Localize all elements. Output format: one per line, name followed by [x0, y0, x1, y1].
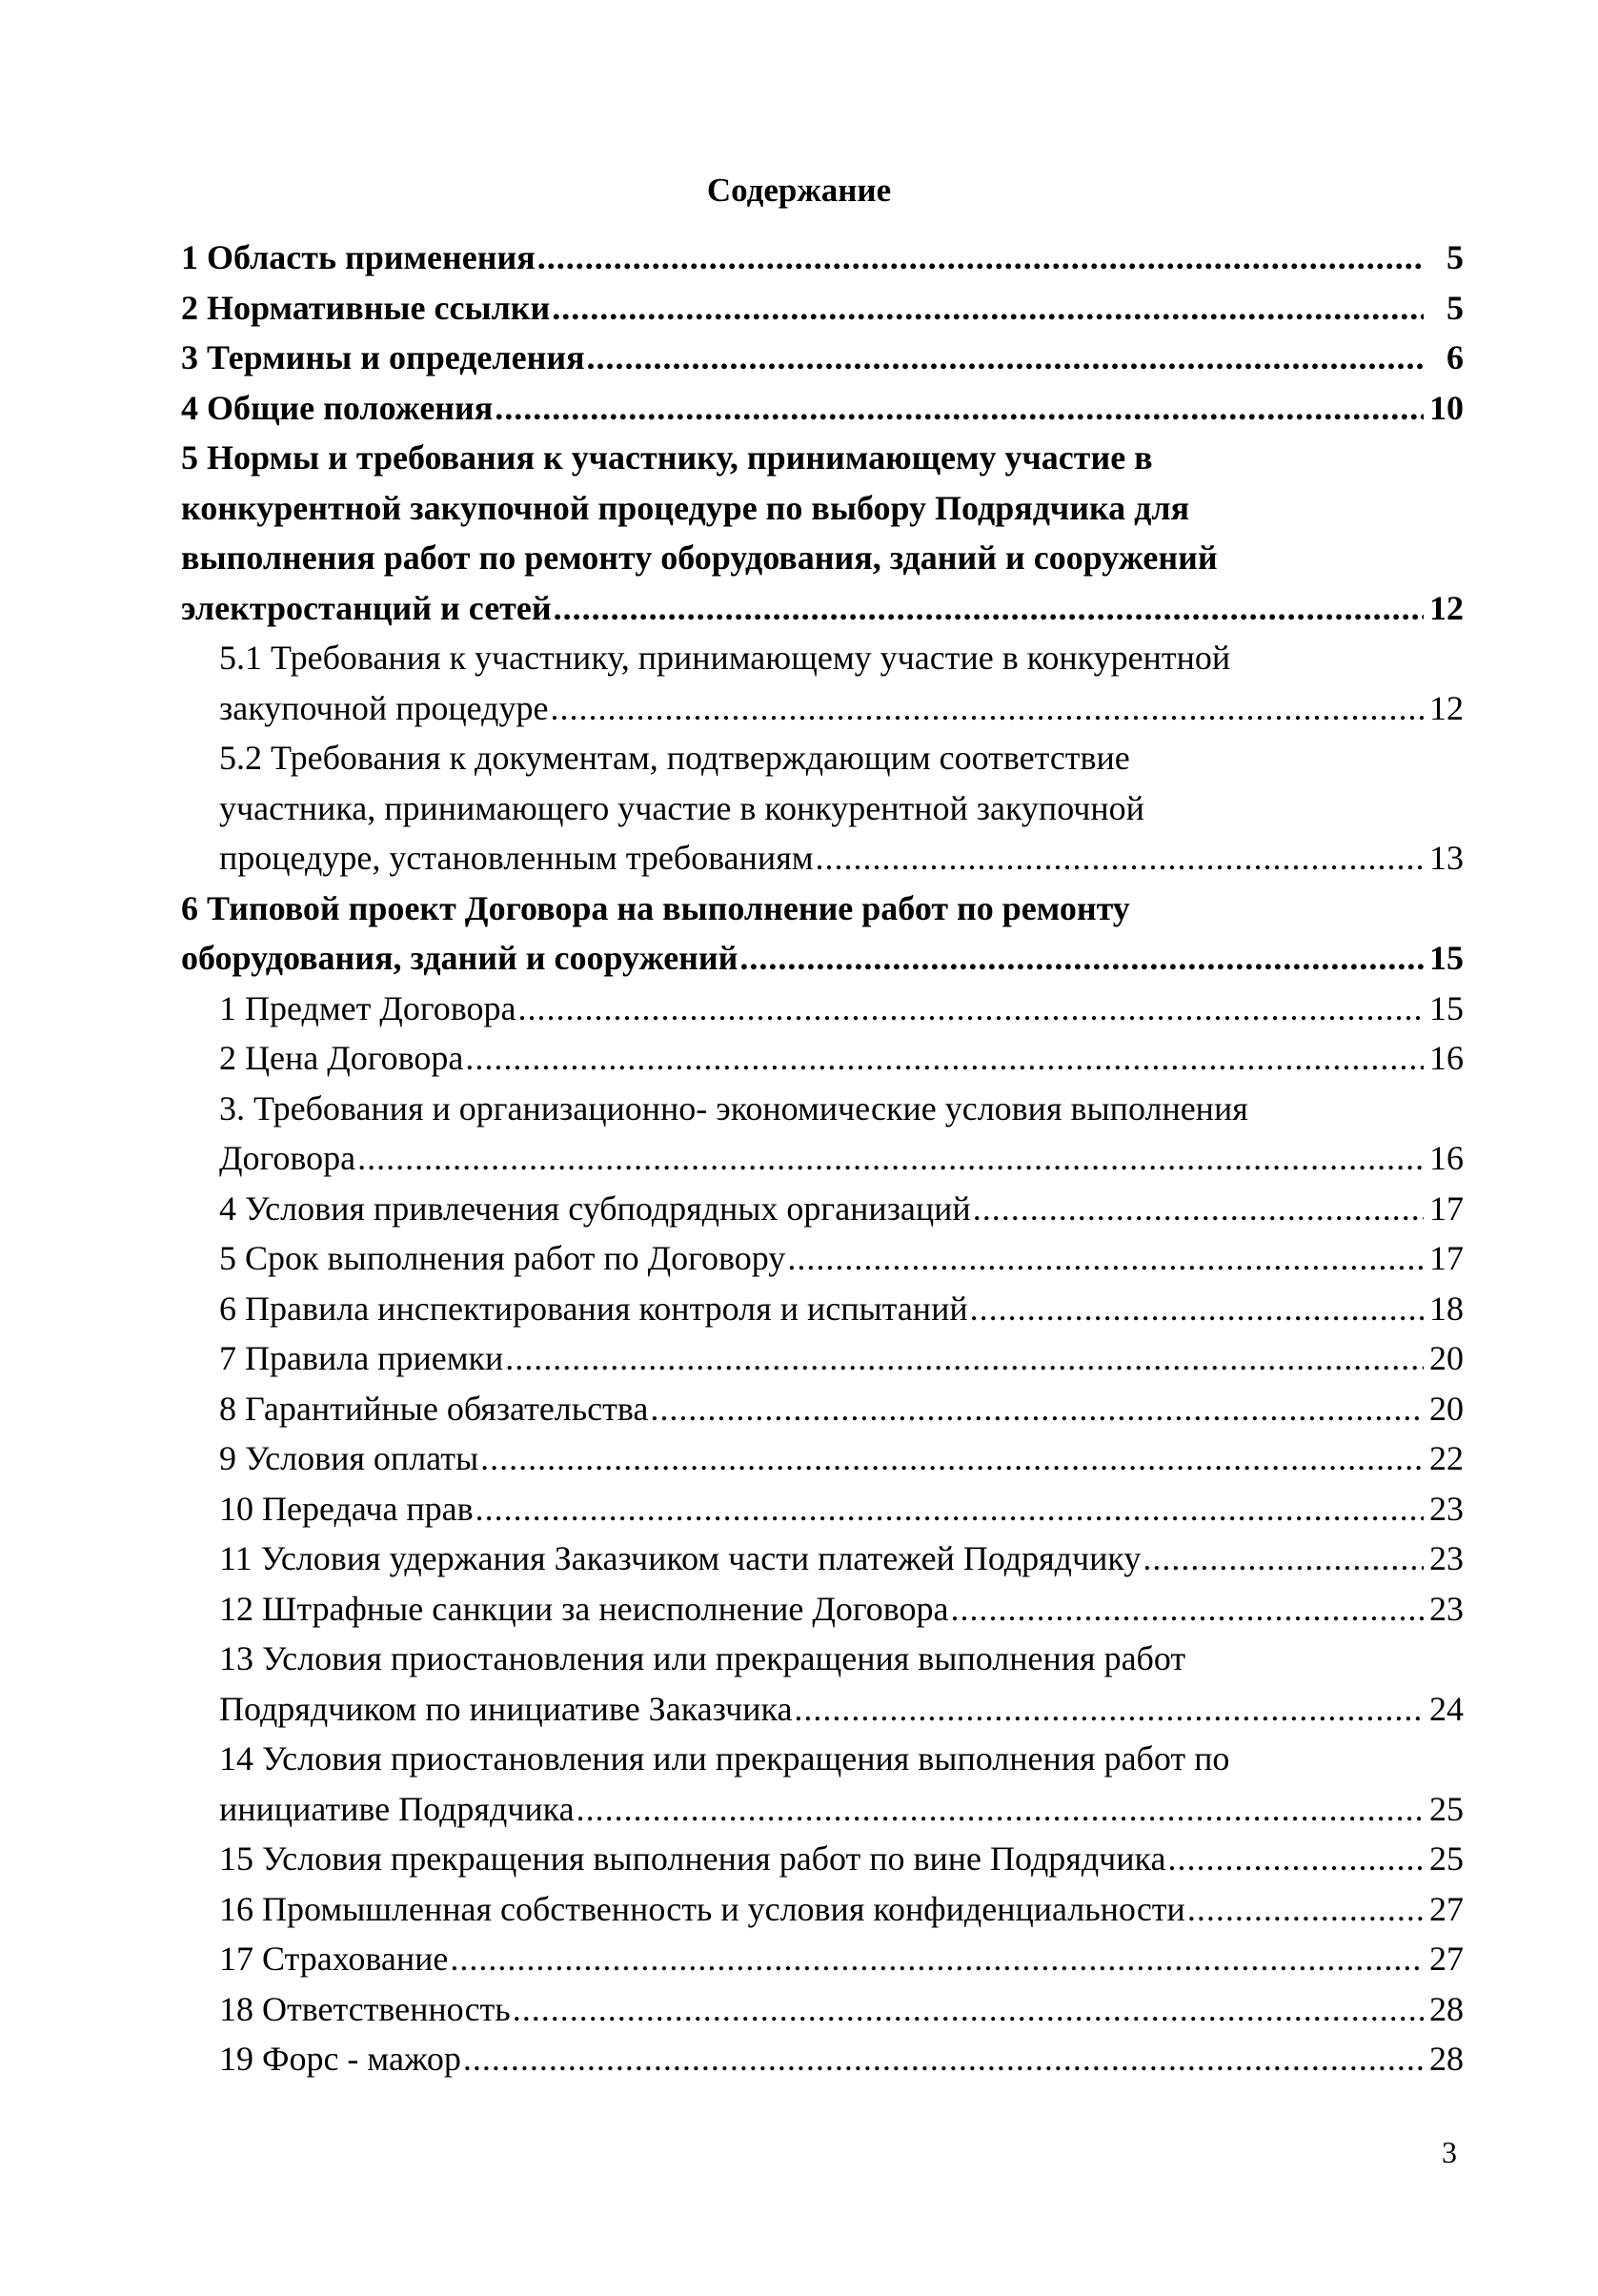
toc-entry — [181, 233, 1464, 283]
toc-entry-page: 27 — [1429, 1889, 1464, 1928]
toc-entry-text: 11 Условия удержания Заказчиком части платежей Подрядчику — [219, 1539, 1142, 1577]
toc-entry-row — [219, 1133, 1464, 1184]
toc-entry-text: 4 Общие положения — [181, 388, 494, 427]
toc-entry — [181, 733, 1464, 884]
toc-entry — [181, 1433, 1464, 1484]
toc-entry-page: 12 — [1429, 688, 1464, 727]
toc-entry-text: электростанций и сетей — [181, 588, 552, 627]
toc-entry-text: закупочной процедуре — [219, 688, 549, 727]
toc-entry-text: инициативе Подрядчика — [219, 1789, 575, 1828]
toc-entry-row — [219, 1884, 1464, 1935]
toc-entry-page: 27 — [1429, 1940, 1464, 1978]
toc-entry — [181, 433, 1464, 633]
toc-entry-text: конкурентной закупочной процедуре по выбору Подрядчика для — [181, 488, 1190, 527]
toc-entry-text: участника, принимающего участие в конкурентной закупочной — [219, 788, 1144, 827]
toc-entry-row — [219, 1684, 1464, 1735]
toc-entry-row — [219, 1934, 1464, 1984]
toc-entry-page: 23 — [1429, 1589, 1464, 1628]
toc-entry-text: 1 Область применения — [181, 238, 536, 276]
dot-leader — [465, 1033, 1424, 1084]
toc-entry-page: 16 — [1429, 1039, 1464, 1077]
toc-entry-page: 25 — [1429, 1789, 1464, 1828]
toc-entry-row — [219, 1784, 1464, 1835]
toc-entry-text: 18 Ответственность — [219, 1989, 511, 2028]
dot-leader — [517, 984, 1424, 1034]
toc-entry-row — [219, 1284, 1464, 1334]
toc-entry — [181, 1333, 1464, 1384]
dot-leader — [1167, 1834, 1424, 1884]
toc-entry-text: 12 Штрафные санкции за неисполнение Договора — [219, 1589, 949, 1628]
dot-leader — [552, 283, 1424, 334]
toc-entry-text: Договора — [219, 1139, 356, 1177]
dot-leader — [787, 1233, 1424, 1284]
dot-leader — [973, 1184, 1424, 1234]
dot-leader — [357, 1133, 1424, 1184]
toc-entry — [181, 884, 1464, 984]
toc-entry — [181, 1584, 1464, 1635]
toc-entry-row — [219, 1184, 1464, 1234]
dot-leader — [505, 1333, 1424, 1384]
toc-title: Содержание — [706, 172, 892, 209]
dot-leader — [550, 683, 1424, 734]
toc-entry-text: Подрядчиком по инициативе Заказчика — [219, 1689, 793, 1728]
toc-entry-text: процедуре, установленным требованиям — [219, 839, 814, 877]
toc-entry-page: 24 — [1429, 1689, 1464, 1728]
dot-leader — [650, 1384, 1424, 1434]
toc-entry — [181, 1634, 1464, 1734]
toc-entry-row — [181, 933, 1464, 984]
toc-entry-row — [181, 333, 1464, 383]
toc-entry-row — [181, 583, 1464, 634]
toc-entry-row — [219, 1384, 1464, 1434]
toc-entry-text: оборудования, зданий и сооружений — [181, 939, 738, 977]
toc-entry-text: 5.2 Требования к документам, подтверждающим соответствие — [219, 739, 1130, 777]
toc-entry-page: 28 — [1429, 1989, 1464, 2028]
toc-entry-page: 20 — [1429, 1389, 1464, 1428]
toc-entry-page: 10 — [1429, 388, 1464, 427]
toc-entry-page: 16 — [1429, 1139, 1464, 1177]
toc-entry — [181, 333, 1464, 383]
toc-entry-text: 3 Термины и определения — [181, 338, 585, 376]
toc-entry — [181, 1534, 1464, 1584]
toc-entry-page: 12 — [1429, 588, 1464, 627]
toc-entry — [181, 1934, 1464, 1984]
toc-entry-page: 17 — [1429, 1189, 1464, 1228]
toc-entry-text: 17 Страхование — [219, 1940, 449, 1978]
toc-entry-page: 20 — [1429, 1339, 1464, 1377]
dot-leader — [450, 1934, 1424, 1984]
dot-leader — [951, 1584, 1424, 1635]
toc-entry — [181, 633, 1464, 733]
toc-entry — [181, 1484, 1464, 1534]
toc-entry-text: 9 Условия оплаты — [219, 1439, 479, 1477]
toc-entry-text: 5 Срок выполнения работ по Договору — [219, 1239, 786, 1277]
toc-entry-page: 23 — [1429, 1489, 1464, 1528]
dot-leader — [816, 833, 1424, 884]
toc-entry-text: 19 Форс - мажор — [219, 2040, 461, 2078]
toc-entry — [181, 1384, 1464, 1434]
toc-entry-text: 5 Нормы и требования к участнику, принимающему участие в — [181, 438, 1153, 477]
toc-entry-row — [219, 1233, 1464, 1284]
toc-entry-page: 18 — [1429, 1289, 1464, 1328]
toc-entry-page: 28 — [1429, 2040, 1464, 2078]
toc-entry-text: 16 Промышленная собственность и условия конфиденциальности — [219, 1889, 1185, 1928]
toc-entry-page: 25 — [1429, 1839, 1464, 1878]
toc-entry — [181, 1184, 1464, 1234]
toc-entry-page: 13 — [1429, 839, 1464, 877]
toc-entry-row — [219, 1484, 1464, 1534]
toc-entry-text: 5.1 Требования к участнику, принимающему участие в конкурентной — [219, 639, 1231, 677]
toc-entry-row — [219, 683, 1464, 734]
toc-entry-page: 22 — [1429, 1439, 1464, 1477]
dot-leader — [480, 1433, 1424, 1484]
toc-entry — [181, 283, 1464, 334]
dot-leader — [587, 333, 1424, 383]
dot-leader — [513, 1984, 1424, 2035]
toc-entry — [181, 1734, 1464, 1834]
dot-leader — [554, 583, 1424, 634]
toc-entry — [181, 1084, 1464, 1184]
toc-entry-page: 17 — [1429, 1239, 1464, 1277]
toc-entry — [181, 383, 1464, 434]
dot-leader — [463, 2034, 1424, 2084]
toc-entry-text: 6 Правила инспектирования контроля и испытаний — [219, 1289, 968, 1328]
table-of-contents — [181, 233, 1464, 2084]
toc-entry-text: 8 Гарантийные обязательства — [219, 1389, 649, 1428]
toc-entry — [181, 1033, 1464, 1084]
dot-leader — [970, 1284, 1424, 1334]
toc-entry — [181, 1884, 1464, 1935]
dot-leader — [475, 1484, 1424, 1534]
dot-leader — [576, 1784, 1424, 1835]
toc-entry-row — [181, 383, 1464, 434]
toc-entry — [181, 2034, 1464, 2084]
toc-entry-page: 5 — [1446, 288, 1464, 327]
dot-leader — [1143, 1534, 1424, 1584]
toc-entry — [181, 1834, 1464, 1884]
toc-entry-page: 15 — [1429, 939, 1464, 977]
toc-entry — [181, 1233, 1464, 1284]
toc-entry-text: 7 Правила приемки — [219, 1339, 504, 1377]
toc-entry-text: 6 Типовой проект Договора на выполнение работ по ремонту — [181, 888, 1130, 927]
toc-entry-text: 1 Предмет Договора — [219, 988, 516, 1027]
toc-entry-row — [219, 2034, 1464, 2084]
toc-entry-text: 2 Цена Договора — [219, 1039, 464, 1077]
toc-entry-text: 4 Условия привлечения субподрядных организаций — [219, 1189, 971, 1228]
toc-entry-text: 10 Передача прав — [219, 1489, 474, 1528]
dot-leader — [739, 933, 1424, 984]
toc-entry-row — [181, 233, 1464, 283]
toc-entry-row — [219, 1433, 1464, 1484]
dot-leader — [1187, 1884, 1424, 1935]
toc-entry-row — [219, 1534, 1464, 1584]
toc-entry — [181, 1984, 1464, 2035]
toc-entry-text: 13 Условия приостановления или прекращения выполнения работ — [219, 1639, 1186, 1677]
toc-entry-row — [181, 283, 1464, 334]
toc-entry-text: 3. Требования и организационно- экономические условия выполнения — [219, 1088, 1248, 1128]
toc-entry-row — [219, 833, 1464, 884]
toc-entry-text: 2 Нормативные ссылки — [181, 288, 551, 327]
toc-entry-page: 6 — [1446, 338, 1464, 376]
dot-leader — [537, 233, 1424, 283]
toc-entry — [181, 984, 1464, 1034]
toc-entry — [181, 1284, 1464, 1334]
page-number: 3 — [1442, 2135, 1457, 2169]
toc-entry-row — [219, 1834, 1464, 1884]
dot-leader — [495, 383, 1424, 434]
toc-entry-text: выполнения работ по ремонту оборудования, зданий и сооружений — [181, 538, 1218, 577]
toc-entry-page: 15 — [1429, 988, 1464, 1027]
toc-entry-text: 15 Условия прекращения выполнения работ по вине Подрядчика — [219, 1839, 1166, 1878]
toc-entry-row — [219, 1984, 1464, 2035]
toc-entry-page: 5 — [1446, 238, 1464, 276]
toc-entry-row — [219, 1584, 1464, 1635]
toc-entry-row — [219, 1333, 1464, 1384]
toc-entry-page: 23 — [1429, 1539, 1464, 1577]
toc-entry-text: 14 Условия приостановления или прекращения выполнения работ по — [219, 1739, 1230, 1778]
toc-entry-row — [219, 984, 1464, 1034]
toc-entry-row — [219, 1033, 1464, 1084]
dot-leader — [794, 1684, 1424, 1735]
